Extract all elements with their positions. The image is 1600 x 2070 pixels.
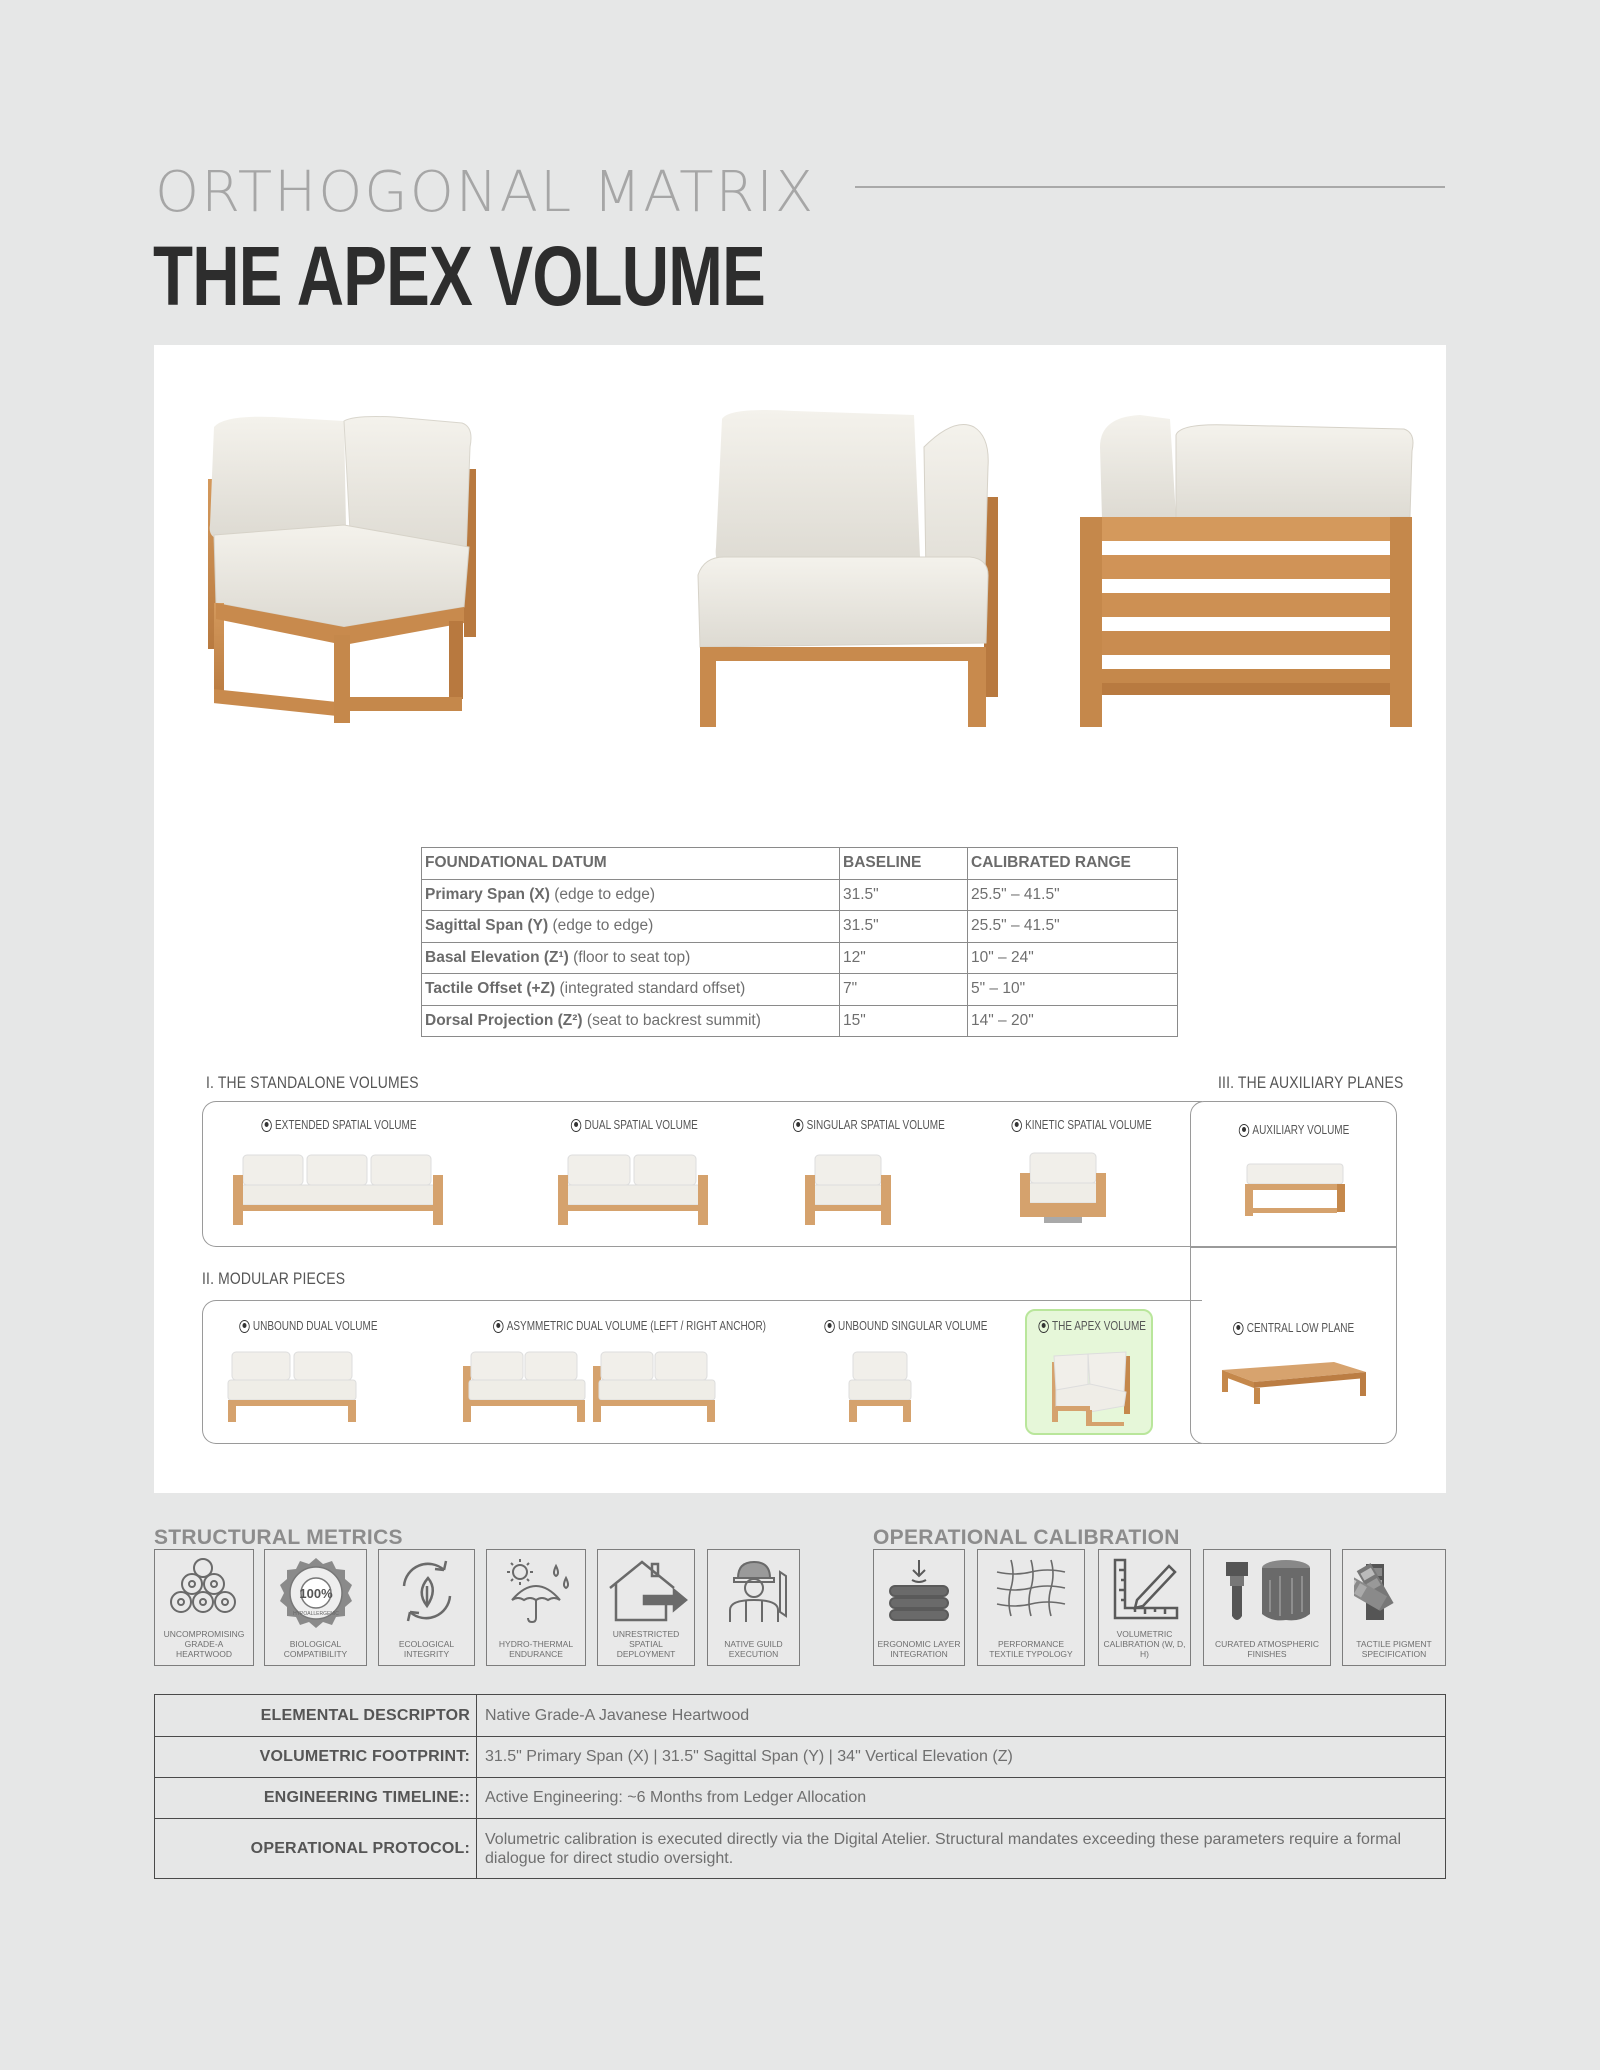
auxiliary-divider	[1190, 1246, 1397, 1248]
radio-icon	[493, 1320, 503, 1333]
table-row	[422, 942, 1178, 974]
dimensions-table	[421, 847, 1178, 1037]
chair-view-side	[1080, 407, 1420, 727]
icon-caption: BIOLOGICAL COMPATIBILITY	[283, 1639, 348, 1659]
table-row	[422, 911, 1178, 943]
radio-icon	[571, 1119, 581, 1132]
structural-card	[707, 1549, 800, 1666]
option-label: THE APEX VOLUME	[1052, 1319, 1146, 1333]
table-row	[155, 1737, 1446, 1778]
option-label: ASYMMETRIC DUAL VOLUME (LEFT / RIGHT ANCHOR)	[506, 1319, 767, 1333]
page-title: THE APEX VOLUME	[153, 229, 766, 323]
textile-icon	[991, 1556, 1071, 1626]
option-apex-volume[interactable]	[1025, 1319, 1153, 1430]
icon-caption: VOLUMETRIC CALIBRATION (W, D, H)	[1103, 1629, 1186, 1659]
icon-caption: TACTILE PIGMENT SPECIFICATION	[1356, 1639, 1432, 1659]
structural-card	[597, 1549, 695, 1666]
swatch-icon	[1354, 1556, 1434, 1626]
craftsman-icon	[716, 1556, 792, 1626]
spec-key: OPERATIONAL PROTOCOL:	[155, 1819, 477, 1879]
icon-caption: CURATED ATMOSPHERIC FINISHES	[1214, 1639, 1320, 1659]
option-kinetic-chair[interactable]	[994, 1118, 1152, 1229]
badge-ring-text: HYPOALLERGENIC	[292, 1611, 339, 1617]
datum-name: Dorsal Projection (Z²)	[425, 1011, 583, 1029]
spec-value: 31.5" Primary Span (X) | 31.5" Sagittal Span (Y) | 34" Vertical Elevation (Z)	[477, 1737, 1446, 1778]
icon-caption: UNCOMPROMISING GRADE-A HEARTWOOD	[163, 1629, 245, 1659]
option-singular-chair[interactable]	[774, 1118, 945, 1229]
option-extended-sofa[interactable]	[224, 1118, 454, 1229]
option-label: AUXILIARY VOLUME	[1252, 1123, 1350, 1137]
spec-table	[154, 1694, 1446, 1879]
datum-note: (edge to edge)	[548, 917, 654, 935]
spec-key: VOLUMETRIC FOOTPRINT:	[155, 1737, 477, 1778]
table-row	[422, 879, 1178, 911]
table-row	[155, 1778, 1446, 1819]
baseline-cell: 31.5"	[840, 911, 968, 943]
datum-cell	[422, 942, 840, 974]
range-cell: 10" – 24"	[968, 942, 1178, 974]
radio-icon	[824, 1320, 834, 1333]
datum-cell	[422, 974, 840, 1006]
radio-icon	[261, 1119, 271, 1132]
operational-card	[873, 1549, 965, 1666]
datum-cell	[422, 879, 840, 911]
datum-note: (edge to edge)	[549, 885, 656, 903]
badge-percent-text: 100%	[298, 1586, 333, 1601]
option-label: EXTENDED SPATIAL VOLUME	[275, 1118, 417, 1132]
datum-note: (integrated standard offset)	[555, 980, 746, 998]
spec-key: ENGINEERING TIMELINE::	[155, 1778, 477, 1819]
option-label: UNBOUND SINGULAR VOLUME	[837, 1319, 988, 1333]
option-asymmetric-dual[interactable]	[459, 1319, 767, 1426]
datum-note: (seat to backrest summit)	[582, 1011, 761, 1029]
logs-icon	[163, 1556, 245, 1626]
datum-name: Primary Span (X)	[425, 885, 550, 903]
operational-calibration-title: OPERATIONAL CALIBRATION	[873, 1526, 1180, 1549]
operational-card	[977, 1549, 1085, 1666]
datum-name: Basal Elevation (Z¹)	[425, 948, 569, 966]
baseline-cell: 12"	[840, 942, 968, 974]
structural-card	[154, 1549, 254, 1666]
radio-icon	[1012, 1119, 1022, 1132]
icon-caption: UNRESTRICTED SPATIAL DEPLOYMENT	[612, 1629, 680, 1659]
option-unbound-singular[interactable]	[804, 1319, 988, 1426]
icon-caption: ECOLOGICAL INTEGRITY	[398, 1639, 455, 1659]
radio-icon	[1233, 1322, 1243, 1335]
operational-card	[1098, 1549, 1191, 1666]
chair-view-front	[684, 407, 1014, 727]
col-header-range: CALIBRATED RANGE	[968, 848, 1178, 880]
datum-name: Tactile Offset (+Z)	[425, 980, 556, 998]
page-eyebrow: ORTHOGONAL MATRIX	[155, 160, 816, 225]
operational-card	[1342, 1549, 1446, 1666]
structural-card	[264, 1549, 367, 1666]
range-cell: 25.5" – 41.5"	[968, 911, 1178, 943]
radio-icon	[793, 1119, 803, 1132]
range-cell: 5" – 10"	[968, 974, 1178, 1006]
eco-cycle-icon	[392, 1556, 462, 1626]
auxiliary-section-label: III. THE AUXILIARY PLANES	[1218, 1073, 1404, 1092]
structural-metrics-title: STRUCTURAL METRICS	[154, 1526, 403, 1549]
radio-icon	[1239, 1124, 1249, 1137]
option-dual-sofa[interactable]	[549, 1118, 719, 1229]
option-auxiliary-ottoman[interactable]	[1214, 1123, 1374, 1220]
option-unbound-dual[interactable]	[222, 1319, 378, 1426]
chair-view-angled	[194, 407, 494, 727]
radio-icon	[239, 1320, 249, 1333]
layers-icon	[882, 1556, 956, 1626]
option-label: SINGULAR SPATIAL VOLUME	[806, 1118, 945, 1132]
datum-cell	[422, 1005, 840, 1037]
icon-caption: PERFORMANCE TEXTILE TYPOLOGY	[989, 1639, 1073, 1659]
spec-value: Active Engineering: ~6 Months from Ledger Allocation	[477, 1778, 1446, 1819]
icon-caption: ERGONOMIC LAYER INTEGRATION	[877, 1639, 961, 1659]
datum-name: Sagittal Span (Y)	[425, 917, 549, 935]
brush-stump-icon	[1212, 1556, 1322, 1626]
icon-caption: HYDRO-THERMAL ENDURANCE	[498, 1639, 574, 1659]
option-label: UNBOUND DUAL VOLUME	[252, 1319, 378, 1333]
standalone-section-label: I. THE STANDALONE VOLUMES	[206, 1073, 419, 1092]
header-divider	[855, 186, 1445, 188]
ruler-pencil-icon	[1107, 1556, 1183, 1626]
option-central-low-plane[interactable]	[1204, 1321, 1384, 1408]
house-arrow-icon	[604, 1556, 688, 1626]
icon-caption: NATIVE GUILD EXECUTION	[724, 1639, 783, 1659]
baseline-cell: 15"	[840, 1005, 968, 1037]
datum-cell	[422, 911, 840, 943]
range-cell: 25.5" – 41.5"	[968, 879, 1178, 911]
baseline-cell: 7"	[840, 974, 968, 1006]
option-label: DUAL SPATIAL VOLUME	[584, 1118, 698, 1132]
spec-key: ELEMENTAL DESCRIPTOR	[155, 1695, 477, 1737]
structural-card	[378, 1549, 475, 1666]
operational-card	[1203, 1549, 1331, 1666]
table-row	[155, 1819, 1446, 1879]
structural-card	[486, 1549, 586, 1666]
table-header-row	[422, 848, 1178, 880]
range-cell: 14" – 20"	[968, 1005, 1178, 1037]
baseline-cell: 31.5"	[840, 879, 968, 911]
option-label: KINETIC SPATIAL VOLUME	[1025, 1118, 1152, 1132]
table-row	[155, 1695, 1446, 1737]
option-label: CENTRAL LOW PLANE	[1247, 1321, 1355, 1335]
col-header-datum: FOUNDATIONAL DATUM	[422, 848, 840, 880]
spec-value: Native Grade-A Javanese Heartwood	[477, 1695, 1446, 1737]
weather-umbrella-icon	[496, 1556, 576, 1626]
modular-section-label: II. MODULAR PIECES	[202, 1269, 346, 1288]
spec-value: Volumetric calibration is executed directly via the Digital Atelier. Structural mandates exceeding these parameters require a formal dialogue for direct studio oversight.	[477, 1819, 1446, 1879]
col-header-baseline: BASELINE	[840, 848, 968, 880]
product-panel	[154, 345, 1446, 1493]
table-row	[422, 1005, 1178, 1037]
radio-icon	[1038, 1320, 1048, 1333]
datum-note: (floor to seat top)	[568, 948, 691, 966]
badge-icon	[275, 1556, 357, 1634]
table-row	[422, 974, 1178, 1006]
